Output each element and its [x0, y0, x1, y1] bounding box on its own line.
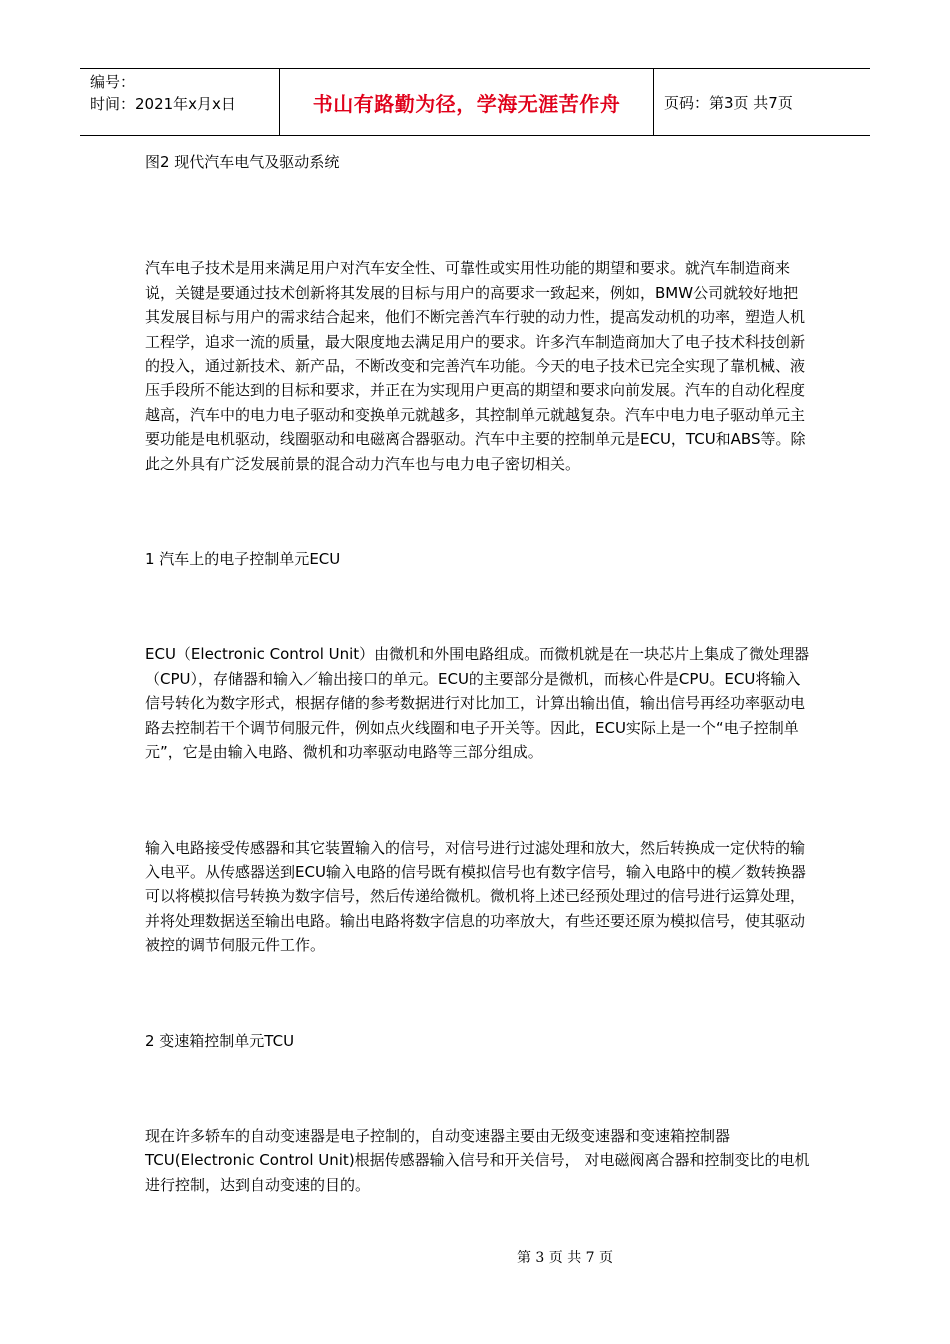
footer-page-number: 第 3 页 共 7 页	[516, 1250, 614, 1266]
date-label: 时间：2021年x月x日	[90, 95, 236, 113]
page-header	[80, 68, 870, 136]
serial-number-label: 编号：	[90, 73, 136, 91]
page-info: 页码：第3页 共7页	[664, 93, 793, 112]
figure-caption: 图2 现代汽车电气及驱动系统	[145, 153, 340, 171]
document-body	[145, 150, 810, 1197]
paragraph-input-circuit: 输入电路接受传感器和其它装置输入的信号，对信号进行过滤处理和放大，然后转换成一定伏特的输入电平。从传感器送到ECU输入电路的信号既有模拟信号也有数字信号，输入电路中的模／数转换器可以将模拟信号转换为数字信号，然后传递给微机。微机将上述已经预处理过的信号进行运算处理，并将处理数据送至输出电路。输出电路将数字信息的功率放大，有些还要还原为模拟信号，使其驱动被控的调节伺服元件工作。	[145, 838, 806, 955]
section-heading-ecu: 1 汽车上的电子控制单元ECU	[145, 550, 341, 569]
header-page-cell	[654, 69, 870, 135]
paragraph-intro: 汽车电子技术是用来满足用户对汽车安全性、可靠性或实用性功能的期望和要求。就汽车制造商来说，关键是要通过技术创新将其发展的目标与用户的高要求一致起来，例如，BMW公司就较好地把其发展目标与用户的需求结合起来，他们不断完善汽车行驶的动力性，提高发动机的功率，塑造人机工程学，追求一流的质量，最大限度地去满足用户的要求。许多汽车制造商加大了电子技术科技创新的投入，通过新技术、新产品，不断改变和完善汽车功能。今天的电子技术已完全实现了靠机械、液压手段所不能达到的目标和要求，并正在为实现用户更高的期望和要求向前发展。汽车的自动化程度越高，汽车中的电力电子驱动和变换单元就越多，其控制单元就越复杂。汽车中电力电子驱动单元主要功能是电机驱动，线圈驱动和电磁离合器驱动。汽车中主要的控制单元是ECU，TCU和ABS等。除此之外具有广泛发展前景的混合动力汽车也与电力电子密切相关。	[145, 259, 806, 473]
paragraph-tcu: 现在许多轿车的自动变速器是电子控制的，自动变速器主要由无级变速器和变速箱控制器TCU(Electronic Control Unit)根据传感器输入信号和开关信号， 对电磁阀离合器和控制变比的电机进行控制，达到自动变速的目的。	[145, 1126, 810, 1194]
paragraph-ecu-definition: ECU（Electronic Control Unit）由微机和外围电路组成。而微机就是在一块芯片上集成了微处理器（CPU），存储器和输入／输出接口的单元。ECU的主要部分是微机，而核心件是CPU。ECU将输入信号转化为数字形式，根据存储的参考数据进行对比加工，计算出输出值，输出信号再经功率驱动电路去控制若干个调节伺服元件，例如点火线圈和电子开关等。因此，ECU实际上是一个“电子控制单元”，它是由输入电路、微机和功率驱动电路等三部分组成。	[145, 645, 810, 762]
header-motto-cell	[280, 69, 654, 135]
section-heading-tcu: 2 变速箱控制单元TCU	[145, 1031, 295, 1050]
page-footer	[0, 1247, 950, 1267]
header-meta-cell	[80, 69, 280, 135]
motto-text: 书山有路勤为径，学海无涯苦作舟	[312, 91, 621, 116]
